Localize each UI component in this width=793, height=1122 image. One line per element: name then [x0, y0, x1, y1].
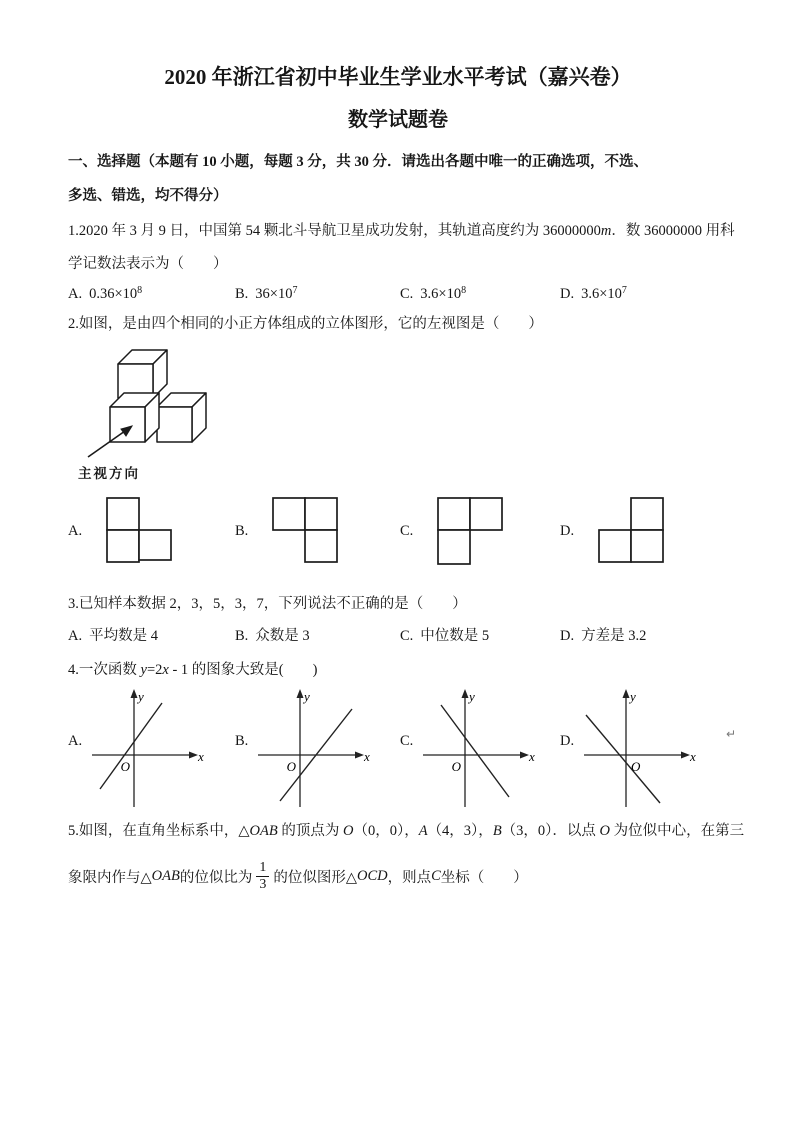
- y-axis-label: y: [304, 689, 311, 704]
- option-exponent: 8: [461, 285, 467, 296]
- q1-text-a: 1.2020 年 3 月 9 日，中国第 54 颗北斗导航卫星成功发射，其轨道高度约为 36000000: [68, 223, 601, 239]
- option-letter: D.: [560, 628, 575, 644]
- q3-option-b: [235, 621, 400, 651]
- q4-var-y: y: [140, 662, 147, 678]
- exam-subtitle: 数学试题卷: [348, 109, 448, 131]
- option-text: 方差是 3.2: [581, 628, 647, 644]
- option-exponent: 8: [137, 285, 143, 296]
- graph-d-negative-slope-negative-intercept: [578, 687, 700, 809]
- option-value: 3.6×10: [420, 286, 462, 302]
- option-letter: C.: [400, 522, 414, 539]
- q4-text-a: 4.一次函数: [68, 662, 141, 678]
- q1-text-line2: 学记数法表示为（ ）: [68, 256, 228, 272]
- q5-text: 的顶点为: [277, 823, 343, 839]
- view-direction-label: 主视方向: [78, 466, 140, 481]
- q5-text-line1: [68, 815, 745, 848]
- tromino-shape-d: [597, 496, 667, 566]
- option-letter: A.: [68, 733, 83, 749]
- question-4: [68, 655, 736, 809]
- q2-option-d: [560, 496, 728, 566]
- q4-graph-options: [68, 687, 736, 809]
- q5-coords-a: （4，3），: [427, 823, 493, 839]
- x-axis-label: x: [529, 749, 536, 764]
- q4-text: [68, 655, 728, 685]
- section-header-line2: 多选、错选，均不得分）: [68, 188, 228, 204]
- q1-text-line1: [68, 215, 735, 248]
- q5-text: 象限内作与△: [68, 869, 152, 886]
- q2-option-c: [400, 496, 560, 566]
- exam-title: 2020 年浙江省初中毕业生学业水平考试（嘉兴卷）: [164, 65, 632, 89]
- q4-option-d: [560, 687, 728, 809]
- fraction-denominator: 3: [259, 876, 267, 892]
- q2-option-b: [235, 496, 400, 566]
- q3-options: [68, 621, 728, 651]
- fraction-numerator: 1: [256, 860, 269, 877]
- origin-label: O: [286, 759, 297, 774]
- option-letter: C.: [400, 628, 414, 644]
- fraction-one-third: [256, 860, 269, 892]
- option-letter: B.: [235, 628, 249, 644]
- q5-triangle-oab: OAB: [249, 823, 278, 839]
- q5-point-a: A: [418, 823, 428, 839]
- q1-option-d: [560, 281, 728, 309]
- option-letter: B.: [235, 286, 249, 302]
- page-content: [68, 62, 745, 900]
- q3-text: 3.已知样本数据 2，3，5，3，7，下列说法不正确的是（ ）: [68, 596, 467, 612]
- option-letter: D.: [560, 522, 575, 539]
- option-letter: A.: [68, 286, 83, 302]
- option-letter: A.: [68, 522, 83, 539]
- q4-option-a: [68, 687, 235, 809]
- q1-unit-m: m: [600, 223, 612, 239]
- origin-label: O: [631, 759, 641, 774]
- q4-var-x: x: [162, 662, 169, 678]
- q5-text: 5.如图，在直角坐标系中，△: [68, 823, 250, 839]
- q3-option-d: [560, 621, 728, 651]
- question-3: [68, 588, 728, 651]
- option-value: 3.6×10: [581, 286, 622, 302]
- q5-coords-o: （0，0），: [353, 823, 419, 839]
- x-axis-label: x: [364, 749, 371, 764]
- graph-b-positive-slope-negative-intercept: [252, 687, 374, 809]
- option-text: 众数是 3: [255, 628, 310, 644]
- tromino-shape-c: [436, 496, 506, 566]
- option-letter: B.: [235, 522, 249, 539]
- q1-option-c: [400, 281, 560, 309]
- x-axis-label: x: [198, 749, 204, 764]
- origin-label: O: [120, 759, 131, 774]
- origin-label: O: [451, 759, 462, 774]
- q5-text: ，则点: [387, 869, 432, 886]
- q1-text-b: ．数 36000000 用科: [611, 223, 735, 239]
- q4-option-b: [235, 687, 400, 809]
- option-value: 0.36×10: [89, 286, 138, 302]
- q5-text: 的位似比为: [179, 869, 253, 886]
- q5-point-o2: O: [599, 823, 611, 839]
- tromino-shape-b: [271, 496, 341, 566]
- option-letter: B.: [235, 733, 249, 749]
- option-text: 中位数是 5: [420, 628, 490, 644]
- q5-point-b: B: [492, 823, 502, 839]
- y-axis-label: y: [138, 689, 144, 704]
- option-letter: D.: [560, 286, 575, 302]
- q5-text: 为位似中心，在第三: [610, 823, 745, 839]
- section-header: [68, 145, 728, 213]
- option-letter: C.: [400, 286, 414, 302]
- graph-c-negative-slope-positive-intercept: [417, 687, 539, 809]
- q4-option-c: [400, 687, 560, 809]
- y-axis-label: y: [469, 689, 476, 704]
- q5-text: 坐标（ ）: [440, 869, 528, 886]
- y-axis-label: y: [630, 689, 636, 704]
- q5-point-o: O: [342, 823, 354, 839]
- q2-cube-figure: [78, 345, 230, 482]
- q3-option-c: [400, 621, 560, 651]
- q4-text-b: =2: [146, 662, 163, 678]
- tromino-shape-a: [105, 496, 175, 566]
- q5-triangle-oab2: OAB: [151, 867, 180, 884]
- q4-text-c: - 1 的图象大致是( ): [168, 662, 318, 678]
- x-axis-label: x: [690, 749, 696, 764]
- graph-a-positive-slope-positive-intercept: [86, 687, 208, 809]
- q5-triangle-ocd: OCD: [357, 867, 388, 884]
- option-exponent: 7: [621, 285, 627, 296]
- q2-options: [68, 496, 728, 566]
- q5-point-c: C: [431, 867, 441, 884]
- option-letter: D.: [560, 733, 575, 749]
- question-1: [68, 215, 735, 309]
- q1-option-b: [235, 281, 400, 309]
- q5-text: （3，0）．以点: [501, 823, 600, 839]
- q1-options: [68, 281, 728, 309]
- question-5: [68, 815, 745, 900]
- q5-text-line2: [68, 852, 728, 900]
- section-header-line1: 一、选择题（本题有 10 小题，每题 3 分，共 30 分．请选出各题中唯一的正确选项，不选、: [68, 154, 648, 170]
- option-value: 36×10: [255, 286, 293, 302]
- q5-text: 的位似图形△: [273, 869, 357, 886]
- option-exponent: 7: [292, 285, 298, 296]
- question-2: [68, 309, 728, 566]
- q2-text: 2.如图，是由四个相同的小正方体组成的立体图形，它的左视图是（ ）: [68, 316, 543, 332]
- q2-option-a: [68, 496, 235, 566]
- option-letter: A.: [68, 628, 83, 644]
- paragraph-return-mark: ↵: [725, 727, 736, 741]
- q3-option-a: [68, 621, 235, 651]
- q1-option-a: [68, 281, 235, 309]
- option-letter: C.: [400, 733, 414, 749]
- option-text: 平均数是 4: [89, 628, 158, 644]
